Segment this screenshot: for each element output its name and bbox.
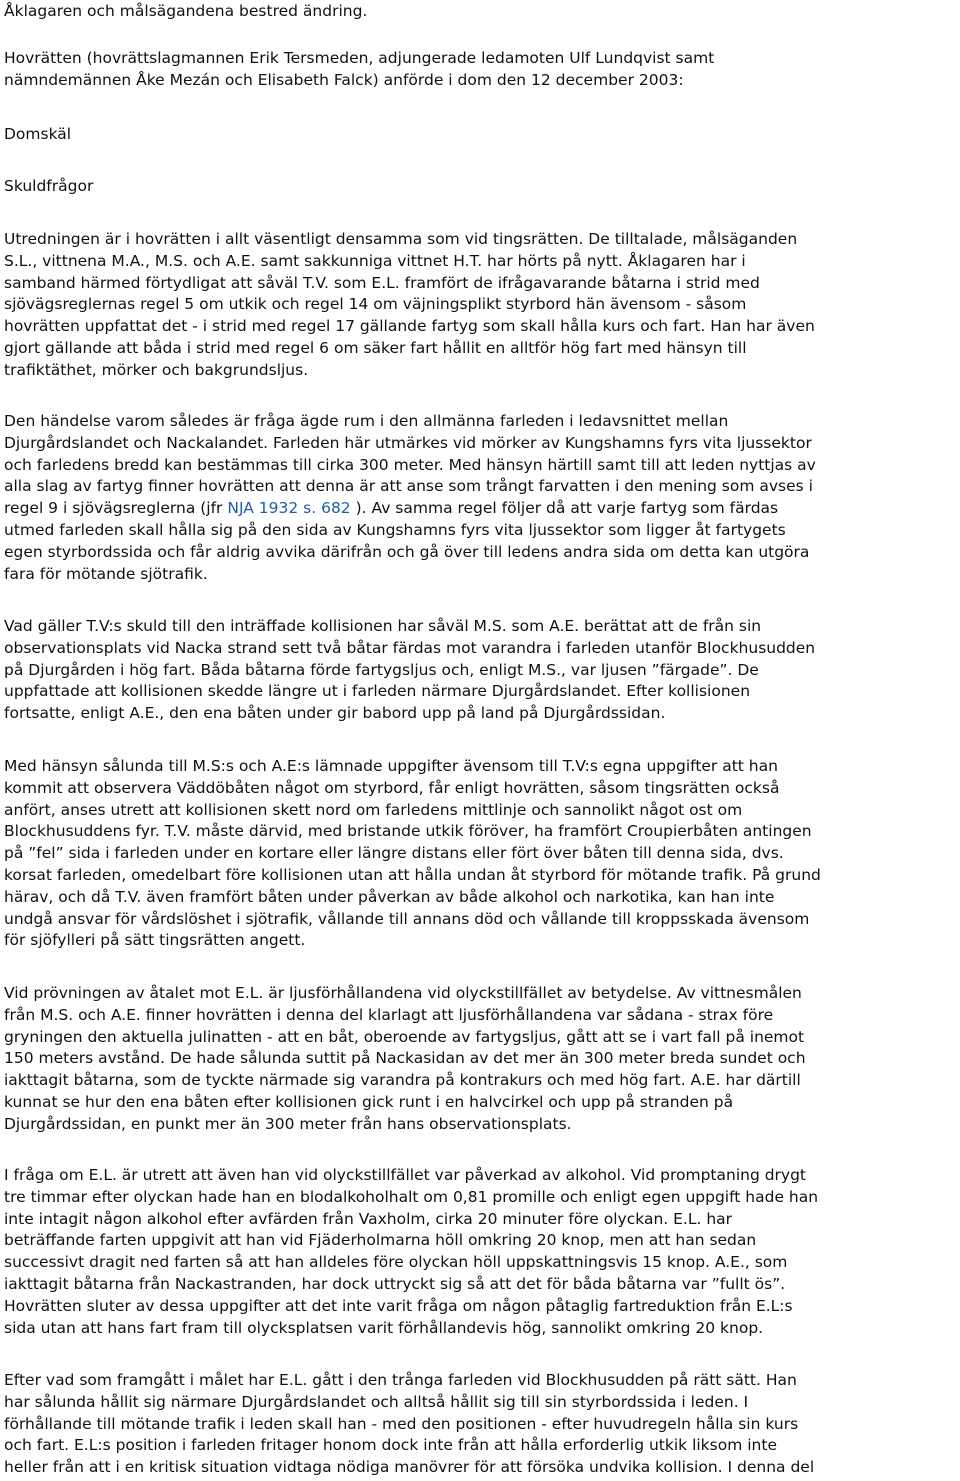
text-line: Blockhusuddens fyr. T.V. måste därvid, med bristande utkik föröver, ha framfört Croupierbåten antingen <box>4 822 812 841</box>
text-line: Utredningen är i hovrätten i allt väsentligt densamma som vid tingsrätten. De tilltalade, målsäganden <box>4 230 798 248</box>
text-line: trafiktäthet, mörker och bakgrundsljus. <box>4 360 309 379</box>
text-line: utmed farleden skall hålla sig på den sida av Kungshamns fyrs vita ljussektor som ligger åt fartygets <box>4 520 786 539</box>
text-line: tre timmar efter olyckan hade han en blodalkoholhalt om 0,81 promille och enligt egen uppgift hade han <box>4 1187 819 1206</box>
text-line: har sålunda hållit sig närmare Djurgårdslandet och alltså hållit sig till sin styrbordssida i leden. I <box>4 1392 749 1411</box>
text-line: och fart. E.L:s position i farleden fritager honom dock inte från att hålla erforderlig utkik liksom inte <box>4 1436 777 1455</box>
text-line: korsat farleden, omedelbart före kollisionen utan att hålla undan åt styrbord för mötande trafik. På grund <box>4 865 821 884</box>
text-line: sjövägsreglernas regel 5 om utkik och regel 14 om väjningsplikt styrbord hän ävensom - såsom <box>4 295 747 314</box>
hovratten-paragraph <box>4 48 959 92</box>
text-line: Den händelse varom således är fråga ägde rum i den allmänna farleden i ledavsnittet mellan <box>4 412 729 430</box>
text-line: fara för mötande sjötrafik. <box>4 564 208 583</box>
text-line: undgå ansvar för vårdslöshet i sjötrafik, vållande till annans död och vållande till kroppsskada ävensom <box>4 909 810 928</box>
text-line: för sjöfylleri på sätt tingsrätten angett. <box>4 931 306 950</box>
paragraph-med-hansyn <box>4 756 959 952</box>
text-line: förhållande till mötande trafik i leden skall han - med den positionen - efter huvudregeln hålla sin kurs <box>4 1414 799 1433</box>
paragraph-utredningen <box>4 229 959 382</box>
text-line: gryningen den aktuella julinatten - att en båt, oberoende av fartygsljus, gått att se i vart fall på inemot <box>4 1027 805 1046</box>
nja-reference-link[interactable]: NJA 1932 s. 682 <box>227 499 351 518</box>
text-line: anfört, anses utrett att kollisionen skett nord om farledens mittlinje och sannolikt något ost om <box>4 800 743 819</box>
text-line: Hovrätten sluter av dessa uppgifter att det inte varit fråga om någon påtaglig fartreduktion från E.L:s <box>4 1296 793 1315</box>
text-line: sida utan att hans fart fram till olycksplatsen varit förhållandevis hög, sannolikt omkring 20 knop. <box>4 1318 764 1337</box>
link-prefix: regel 9 i sjövägsreglerna (jfr <box>4 499 228 518</box>
paragraph-handelse <box>4 411 959 585</box>
text-line: hovrätten uppfattat det - i strid med regel 17 gällande fartyg som skall hålla kurs och fart. Han har även <box>4 317 815 336</box>
text-line: heller från att i en kritisk situation vidtaga nödiga manövrer för att försöka undvika kollision. I denna del <box>4 1458 815 1477</box>
text-line: kommit att observera Väddöbåten något om styrbord, får enligt hovrätten, såsom tingsrätten också <box>4 778 780 797</box>
text-line: fortsatte, enligt A.E., den ena båten under gir babord upp på land på Djurgårdssidan. <box>4 704 666 723</box>
text-line: samband härmed förtydligat att såväl T.V. som E.L. framfört de ifrågavarande båtarna i strid med <box>4 273 760 292</box>
text-line: iakttagit båtarna, som de tyckte närmade sig varandra på kontrakurs och med hög fart. A.E. har därtill <box>4 1071 801 1090</box>
link-suffix: ). Av samma regel följer då att varje fartyg som färdas <box>350 499 779 518</box>
text-line: från M.S. och A.E. finner hovrätten i denna del klarlagt att ljusförhållandena var sådana - strax före <box>4 1005 774 1024</box>
text-line: Efter vad som framgått i målet har E.L. gått i den trånga farleden vid Blockhusudden på rätt sätt. Han <box>4 1371 797 1389</box>
text-line: härav, och då T.V. även framfört båten under påverkan av både alkohol och narkotika, kan han inte <box>4 887 775 906</box>
text-line: Djurgårdslandet och Nackalandet. Farleden här utmärkes vid mörker av Kungshamns fyrs vita ljussektor <box>4 433 812 452</box>
text-line: Med hänsyn sålunda till M.S:s och A.E:s lämnade uppgifter ävensom till T.V:s egna uppgifter att han <box>4 757 778 775</box>
text-line: alla slag av fartyg finner hovrätten att denna är att anse som trångt farvatten i den mening som avses i <box>4 477 813 496</box>
text-line: 150 meters avstånd. De hade sålunda suttit på Nackasidan av det mer än 300 meter breda sundet och <box>4 1049 806 1068</box>
text-line: gjort gällande att båda i strid med regel 6 om säker fart hållit en alltför hög fart med hänsyn till <box>4 338 747 357</box>
text-line: uppfattade att kollisionen skedde längre ut i farleden närmare Djurgårdslandet. Efter kollisionen <box>4 682 751 701</box>
text-line: beträffande farten uppgivit att han vid Fjäderholmarna höll omkring 20 knop, men att han sedan <box>4 1231 757 1250</box>
text-line: Vad gäller T.V:s skuld till den inträffade kollisionen har såväl M.S. som A.E. berättat att de från sin <box>4 617 762 635</box>
text-line: och farledens bredd kan bestämmas till cirka 300 meter. Med hänsyn härtill samt till att leden nyttjas av <box>4 455 816 474</box>
text-line: nämndemännen Åke Mezán och Elisabeth Falck) anförde i dom den 12 december 2003: <box>4 70 684 89</box>
text-line: kunnat se hur den ena båten efter kollisionen gick runt i en halvcirkel och upp på stranden på <box>4 1092 734 1111</box>
text-line: på ”fel” sida i farleden under en kortare eller längre distans eller fört över båten till denna sida, dvs. <box>4 844 784 863</box>
paragraph-provningen <box>4 983 959 1136</box>
text-line: observationsplats vid Nacka strand sett två båtar färdas mot varandra i farleden utanför Blockhusudden <box>4 638 816 657</box>
text-line: Vid prövningen av åtalet mot E.L. är ljusförhållandena vid olyckstillfället av betydelse. Av vittnesmålen <box>4 984 802 1002</box>
text-line: Hovrätten (hovrättslagmannen Erik Tersmeden, adjungerade ledamoten Ulf Lundqvist samt <box>4 49 715 67</box>
text-line: Djurgårdssidan, en punkt mer än 300 meter från hans observationsplats. <box>4 1114 572 1133</box>
intro-text: Åklagaren och målsägandena bestred ändring. <box>4 2 368 20</box>
text-line: I fråga om E.L. är utrett att även han vid olyckstillfället var påverkad av alkohol. Vid promptaning drygt <box>4 1166 807 1184</box>
text-line: iakttagit båtarna från Nackastranden, har dock uttryckt sig så att det för båda båtarna var ”fullt ös”. <box>4 1274 786 1293</box>
paragraph-efter-vad <box>4 1370 959 1479</box>
text-line: egen styrbordssida och får aldrig avvika därifrån och gå över till ledens andra sida om detta kan utgöra <box>4 542 810 561</box>
text-line: inte intagit någon alkohol efter avfärden från Vaxholm, cirka 20 minuter före olyckan. E.L. har <box>4 1209 733 1228</box>
paragraph-tv-skuld <box>4 616 959 725</box>
heading-skuldfragor <box>4 176 959 198</box>
paragraph-alkohol <box>4 1165 959 1339</box>
intro-line <box>4 1 959 23</box>
heading-text: Domskäl <box>4 125 72 143</box>
text-line: S.L., vittnena M.A., M.S. och A.E. samt sakkunniga vittnet H.T. har hörts på nytt. Åklagaren har i <box>4 251 746 270</box>
text-line: på Djurgården i hög fart. Båda båtarna förde fartygsljus och, enligt M.S., var ljusen ”färgade”. De <box>4 660 759 679</box>
heading-text: Skuldfrågor <box>4 177 94 195</box>
text-line: successivt dragit ned farten så att han alldeles före olyckan höll uppskattningsvis 15 knop. A.E., som <box>4 1253 788 1272</box>
heading-domskal <box>4 124 959 146</box>
text-line-with-link <box>4 498 959 520</box>
